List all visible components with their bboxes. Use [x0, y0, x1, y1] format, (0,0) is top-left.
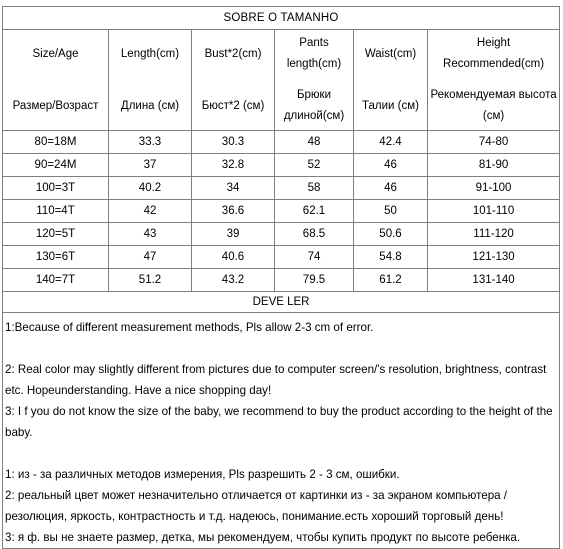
column-header-4	[354, 30, 428, 131]
header-row	[3, 30, 560, 131]
table-cell: 46	[354, 154, 428, 177]
table-row	[3, 223, 560, 246]
note-line: 2: Real color may slightly different from pictures due to computer screen/'s resolution, brightness, contrast etc. Hopeunderstanding. Have a nice shopping day!	[5, 363, 547, 397]
column-header-3	[275, 30, 354, 131]
note-spacer	[5, 338, 557, 359]
table-cell: 52	[275, 154, 354, 177]
header-label-en: length(cm)	[286, 58, 342, 70]
header-label-en: Height	[476, 37, 511, 49]
header-label-ru: (см)	[482, 110, 505, 122]
header-label-en: Bust*2(cm)	[204, 47, 262, 60]
table-cell: 30.3	[192, 131, 275, 154]
header-label-en: Pants	[299, 37, 329, 49]
header-label-en: Length(cm)	[120, 47, 180, 60]
table-cell: 50	[354, 200, 428, 223]
table-row	[3, 200, 560, 223]
note-line: 1: из - за различных методов измерения, Pls разрешить 2 - 3 см, ошибки.	[5, 468, 400, 481]
table-cell: 74	[275, 246, 354, 269]
table-cell: 121-130	[428, 246, 560, 269]
table-title: SOBRE O TAMANHO	[3, 7, 560, 30]
table-cell: 90=24M	[3, 154, 109, 177]
table-body	[3, 131, 560, 292]
table-cell: 131-140	[428, 269, 560, 292]
table-cell: 140=7T	[3, 269, 109, 292]
header-label-ru: Размер/Возраст	[12, 99, 99, 112]
note-spacer	[5, 443, 557, 464]
note-line: 3: I f you do not know the size of the baby, we recommend to buy the product according to the height of the baby.	[5, 405, 553, 439]
table-cell: 61.2	[354, 269, 428, 292]
table-cell: 47	[109, 246, 192, 269]
table-row	[3, 154, 560, 177]
table-cell: 110=4T	[3, 200, 109, 223]
column-header-0	[3, 30, 109, 131]
table-cell: 80=18M	[3, 131, 109, 154]
table-cell: 39	[192, 223, 275, 246]
table-cell: 42	[109, 200, 192, 223]
table-cell: 68.5	[275, 223, 354, 246]
table-cell: 42.4	[354, 131, 428, 154]
size-table	[2, 6, 560, 549]
notes-cell	[3, 313, 560, 549]
table-row	[3, 246, 560, 269]
table-cell: 33.3	[109, 131, 192, 154]
header-label-ru: Брюки	[296, 89, 332, 101]
table-cell: 40.6	[192, 246, 275, 269]
header-label-en: Recommended(cm)	[443, 58, 545, 70]
table-cell: 32.8	[192, 154, 275, 177]
note-line: 1:Because of different measurement methods, Pls allow 2-3 cm of error.	[5, 321, 374, 334]
header-label-ru: Длина (см)	[120, 99, 180, 112]
table-cell: 62.1	[275, 200, 354, 223]
table-cell: 34	[192, 177, 275, 200]
table-cell: 36.6	[192, 200, 275, 223]
table-cell: 74-80	[428, 131, 560, 154]
header-label-ru: Бюст*2 (см)	[201, 99, 265, 112]
table-cell: 43	[109, 223, 192, 246]
note-line: 3: я ф. вы не знаете размер, детка, мы рекомендуем, чтобы купить продукт по высоте ребенка.	[5, 531, 521, 544]
size-chart	[2, 6, 559, 542]
table-cell: 48	[275, 131, 354, 154]
table-cell: 46	[354, 177, 428, 200]
header-label-ru: Рекомендуемая высота	[430, 89, 557, 101]
table-cell: 37	[109, 154, 192, 177]
table-cell: 100=3T	[3, 177, 109, 200]
table-row	[3, 131, 560, 154]
header-label-ru: Талии (см)	[362, 99, 419, 112]
table-cell: 130=6T	[3, 246, 109, 269]
table-cell: 120=5T	[3, 223, 109, 246]
header-label-en: Size/Age	[32, 47, 79, 60]
table-row	[3, 269, 560, 292]
header-label-ru: длиной(см)	[283, 110, 345, 122]
column-header-5	[428, 30, 560, 131]
table-cell: 50.6	[354, 223, 428, 246]
table-cell: 51.2	[109, 269, 192, 292]
column-header-1	[109, 30, 192, 131]
table-cell: 111-120	[428, 223, 560, 246]
table-cell: 81-90	[428, 154, 560, 177]
table-cell: 101-110	[428, 200, 560, 223]
notes-title: DEVE LER	[3, 292, 560, 313]
table-cell: 40.2	[109, 177, 192, 200]
note-line: 2: реальный цвет может незначительно отличается от картинки из - за экраном компьютера / резолюция, яркость, контрастность и т.д. надеюсь, понимание.есть хороший торговый день!	[5, 489, 508, 523]
table-cell: 79.5	[275, 269, 354, 292]
column-header-2	[192, 30, 275, 131]
table-cell: 54.8	[354, 246, 428, 269]
table-row	[3, 177, 560, 200]
table-cell: 43.2	[192, 269, 275, 292]
table-cell: 91-100	[428, 177, 560, 200]
table-cell: 58	[275, 177, 354, 200]
header-label-en: Waist(cm)	[364, 47, 417, 60]
